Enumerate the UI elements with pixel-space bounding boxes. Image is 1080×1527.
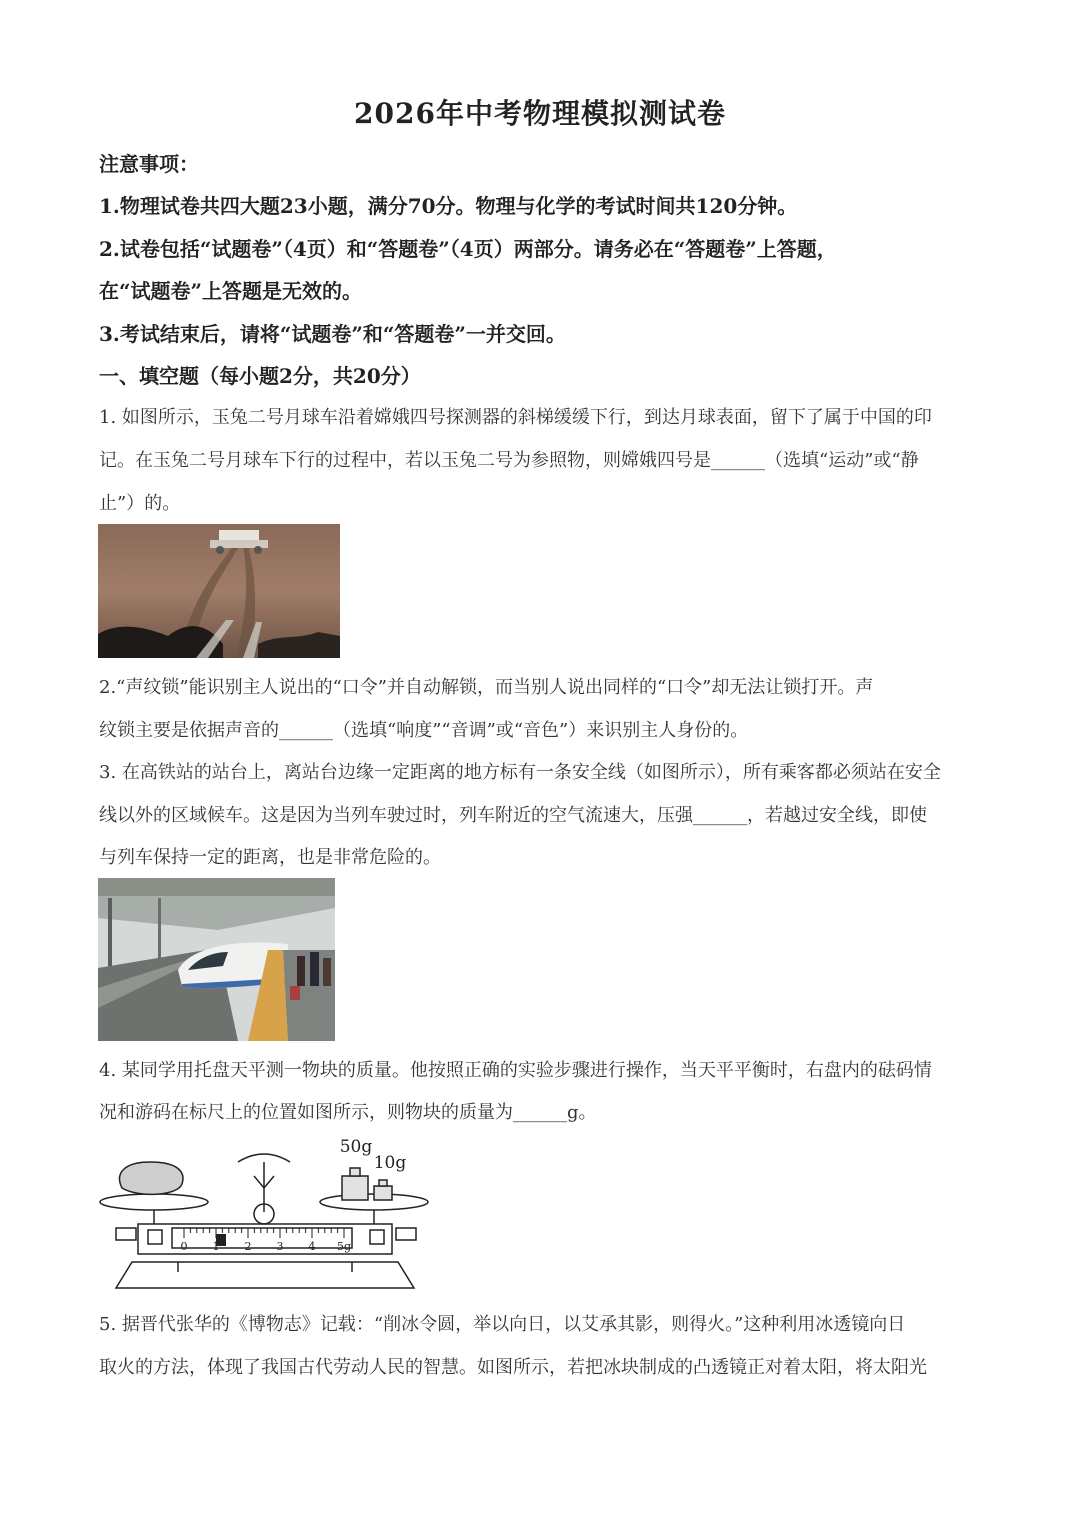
notice-heading: 注意事项： (99, 152, 199, 176)
lunar-rover-photo (98, 524, 340, 658)
question-1-line-2: 记。在玉兔二号月球车下行的过程中，若以玉兔二号为参照物，则嫦娥四号是______（选填“运动”或“静 (99, 450, 919, 471)
scale-tick-label: 2 (244, 1240, 252, 1253)
notice-item-2-line-1: 2.试卷包括“试题卷”（4页）和“答题卷”（4页）两部分。请务必在“答题卷”上答题， (99, 237, 837, 261)
scale-tick-label: 1 (212, 1240, 220, 1253)
notice-item-2-line-2: 在“试题卷”上答题是无效的。 (99, 279, 363, 303)
weight-10g-label: 10g (373, 1153, 407, 1173)
balance-diagram (98, 1132, 434, 1292)
question-5-line-1: 5. 据晋代张华的《博物志》记载：“削冰令圆，举以向日，以艾承其影，则得火。”这种利用冰透镜向日 (99, 1314, 906, 1335)
question-2-line-2: 纹锁主要是依据声音的______（选填“响度”“音调”或“音色”）来识别主人身份的。 (99, 720, 749, 741)
question-4-line-1: 4. 某同学用托盘天平测一物块的质量。他按照正确的实验步骤进行操作，当天平平衡时，右盘内的砝码情 (99, 1060, 932, 1081)
scale-tick-label: 4 (308, 1240, 316, 1253)
notice-item-3: 3.考试结束后，请将“试题卷”和“答题卷”一并交回。 (99, 322, 566, 346)
section-heading: 一、填空题（每小题2分，共20分） (99, 364, 421, 388)
question-1-line-3: 止”）的。 (99, 493, 181, 514)
weight-50g-label: 50g (339, 1137, 373, 1157)
high-speed-train-photo (98, 878, 335, 1041)
scale-tick-label: 3 (276, 1240, 284, 1253)
question-3-line-3: 与列车保持一定的距离，也是非常危险的。 (99, 847, 441, 868)
page-title: 2026年中考物理模拟测试卷 (354, 97, 726, 130)
scale-tick-label: 0 (180, 1240, 188, 1253)
notice-item-1: 1.物理试卷共四大题23小题，满分70分。物理与化学的考试时间共120分钟。 (99, 194, 798, 218)
question-3-line-2: 线以外的区域候车。这是因为当列车驶过时，列车附近的空气流速大，压强______，若越过安全线，即使 (99, 805, 927, 826)
question-1-line-1: 1. 如图所示，玉兔二号月球车沿着嫦娥四号探测器的斜梯缓缓下行，到达月球表面，留下了属于中国的印 (99, 407, 932, 428)
question-2-line-1: 2.“声纹锁”能识别主人说出的“口令”并自动解锁，而当别人说出同样的“口令”却无法让锁打开。声 (99, 677, 874, 698)
scale-tick-label: 5g (336, 1240, 352, 1253)
question-3-line-1: 3. 在高铁站的站台上，离站台边缘一定距离的地方标有一条安全线（如图所示），所有乘客都必须站在安全 (99, 762, 941, 783)
question-5-line-2: 取火的方法，体现了我国古代劳动人民的智慧。如图所示，若把冰块制成的凸透镜正对着太阳，将太阳光 (99, 1357, 927, 1378)
question-4-line-2: 况和游码在标尺上的位置如图所示，则物块的质量为______g。 (99, 1102, 597, 1123)
